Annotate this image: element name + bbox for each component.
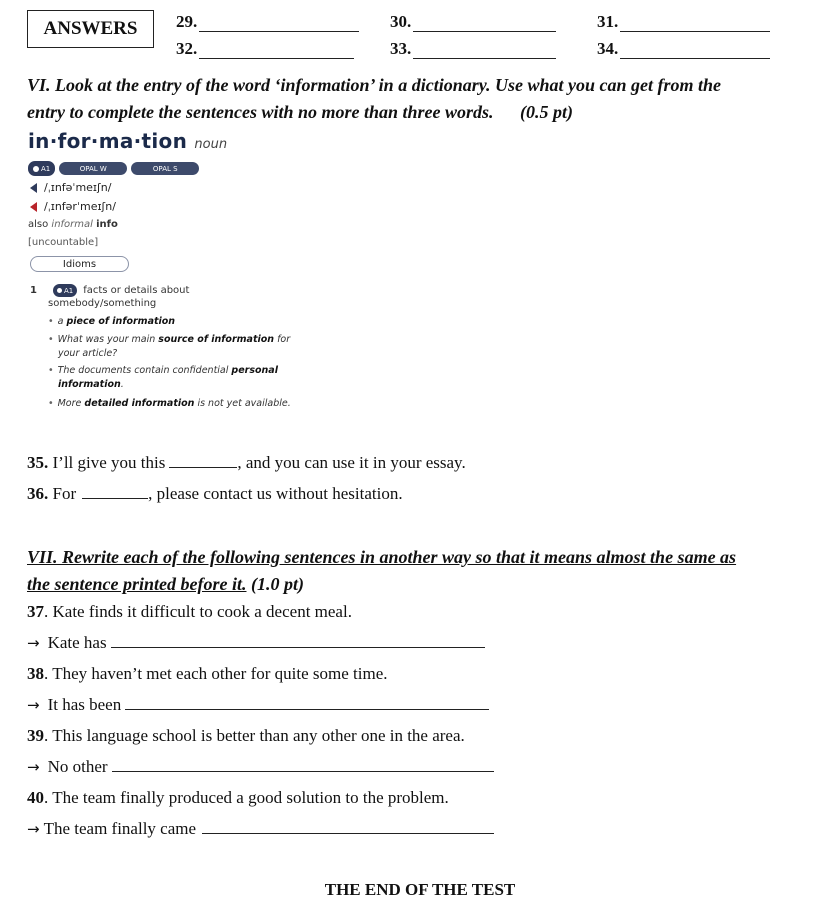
answer-blank[interactable] bbox=[620, 44, 770, 59]
sense-level-badge[interactable] bbox=[53, 284, 77, 297]
key-icon bbox=[57, 288, 62, 293]
ex-text: What was your main bbox=[57, 334, 159, 345]
answer-blank[interactable] bbox=[199, 17, 359, 32]
speaker-uk-icon[interactable] bbox=[30, 183, 37, 193]
answer-number: 32. bbox=[176, 39, 198, 58]
also-text: also bbox=[28, 219, 49, 230]
section-6-heading-text: entry to complete the sentences with no more than three words. bbox=[27, 102, 494, 122]
example-2 bbox=[48, 333, 290, 347]
sense-level-text: A1 bbox=[63, 286, 74, 295]
answer-30[interactable] bbox=[390, 12, 556, 32]
section-7-heading-line1 bbox=[27, 544, 736, 571]
question-text: , and you can use it in your essay. bbox=[237, 453, 466, 472]
rewrite-37 bbox=[27, 632, 485, 654]
sense-number: 1 bbox=[30, 285, 37, 296]
definition-line1: facts or details about bbox=[83, 285, 190, 296]
rewrite-prompt: Kate has bbox=[47, 633, 107, 652]
answer-blank-35[interactable] bbox=[169, 453, 237, 468]
sense-1 bbox=[30, 284, 189, 297]
question-36 bbox=[27, 483, 403, 505]
answer-number: 33. bbox=[390, 39, 412, 58]
question-number: 38 bbox=[27, 664, 44, 683]
part-of-speech: noun bbox=[194, 137, 228, 152]
also-word: info bbox=[96, 219, 118, 230]
pronunciation-uk bbox=[30, 181, 111, 194]
question-number: 37 bbox=[27, 602, 44, 621]
example-3 bbox=[48, 364, 278, 378]
answer-blank[interactable] bbox=[413, 44, 556, 59]
ex-bold: source of information bbox=[158, 334, 275, 345]
opal-w-tag[interactable]: OPAL W bbox=[59, 162, 127, 175]
answer-blank[interactable] bbox=[199, 44, 354, 59]
arrow-right-icon: → bbox=[27, 820, 40, 838]
arrow-right-icon: → bbox=[27, 696, 40, 714]
ex-text: More bbox=[57, 398, 85, 409]
answer-29[interactable] bbox=[176, 12, 359, 32]
pron-uk-text: /ˌɪnfəˈmeɪʃn/ bbox=[44, 181, 112, 194]
question-text: I’ll give you this bbox=[52, 453, 166, 472]
answer-number: 30. bbox=[390, 12, 412, 31]
ex-bold: detailed information bbox=[84, 398, 195, 409]
ex-bold: personal bbox=[231, 365, 278, 376]
question-35 bbox=[27, 452, 466, 474]
bullet: • bbox=[48, 334, 54, 345]
example-4 bbox=[48, 397, 291, 411]
answer-line-38[interactable] bbox=[125, 695, 489, 710]
answer-line-40[interactable] bbox=[202, 819, 494, 834]
bullet: • bbox=[48, 316, 54, 327]
answer-blank[interactable] bbox=[620, 17, 770, 32]
answer-number: 31. bbox=[597, 12, 619, 31]
rewrite-prompt: It has been bbox=[47, 695, 122, 714]
question-text: , please contact us without hesitation. bbox=[148, 484, 403, 503]
answer-line-39[interactable] bbox=[112, 757, 494, 772]
question-number: 40 bbox=[27, 788, 44, 807]
ex-text: The documents contain confidential bbox=[57, 365, 232, 376]
answer-31[interactable] bbox=[597, 12, 770, 32]
answer-number: 29. bbox=[176, 12, 198, 31]
rewrite-40 bbox=[27, 818, 494, 840]
rewrite-39 bbox=[27, 756, 494, 778]
arrow-right-icon: → bbox=[27, 634, 40, 652]
headword-text: in·for·ma·tion bbox=[28, 129, 188, 153]
end-of-test: THE END OF THE TEST bbox=[324, 880, 516, 899]
question-39 bbox=[27, 725, 465, 747]
opal-s-tag[interactable]: OPAL S bbox=[131, 162, 199, 175]
answer-number: 34. bbox=[597, 39, 619, 58]
question-text: . The team finally produced a good solution to the problem. bbox=[44, 788, 449, 807]
arrow-right-icon: → bbox=[27, 758, 40, 776]
key-icon bbox=[33, 166, 39, 172]
answer-blank[interactable] bbox=[413, 17, 556, 32]
question-text: . They haven’t met each other for quite some time. bbox=[44, 664, 388, 683]
informal-label: informal bbox=[51, 219, 93, 230]
answer-blank-36[interactable] bbox=[82, 484, 148, 499]
section-7-heading-text: the sentence printed before it. bbox=[27, 574, 247, 594]
section-7-heading-line2 bbox=[27, 571, 304, 598]
bullet: • bbox=[48, 365, 54, 376]
ex-text: . bbox=[120, 379, 124, 390]
section-6-heading-line1: VI. Look at the entry of the word ‘information’ in a dictionary. Use what you can get from the bbox=[27, 75, 722, 95]
pron-us-text: /ˌɪnfərˈmeɪʃn/ bbox=[44, 200, 116, 213]
also-informal bbox=[28, 219, 118, 230]
ex-text: a bbox=[57, 316, 67, 327]
answer-33[interactable] bbox=[390, 39, 556, 59]
section-6-heading-line2 bbox=[27, 99, 573, 126]
level-badge[interactable] bbox=[28, 161, 55, 176]
ex-bold: information bbox=[58, 379, 121, 390]
question-text: For bbox=[52, 484, 77, 503]
rewrite-prompt: The team finally came bbox=[43, 819, 197, 838]
ex-text: for bbox=[274, 334, 291, 345]
question-number: 39 bbox=[27, 726, 44, 745]
rewrite-38 bbox=[27, 694, 489, 716]
ex-bold: piece of information bbox=[66, 316, 176, 327]
level-tags bbox=[28, 161, 199, 176]
grammar-label: [uncountable] bbox=[28, 237, 99, 248]
question-number: 35. bbox=[27, 453, 49, 472]
example-2-cont: your article? bbox=[58, 348, 118, 359]
question-text: . Kate finds it difficult to cook a decent meal. bbox=[44, 602, 352, 621]
answer-34[interactable] bbox=[597, 39, 770, 59]
answer-32[interactable] bbox=[176, 39, 354, 59]
level-text: A1 bbox=[41, 164, 51, 173]
dictionary-headword bbox=[28, 129, 227, 153]
question-number: 36. bbox=[27, 484, 49, 503]
idioms-button[interactable]: Idioms bbox=[30, 256, 129, 272]
answers-label: ANSWERS bbox=[43, 18, 138, 39]
question-text: . This language school is better than any other one in the area. bbox=[44, 726, 465, 745]
answers-label-box bbox=[27, 10, 154, 48]
rewrite-prompt: No other bbox=[47, 757, 108, 776]
section-7-heading-text: VII. Rewrite each of the following sentences in another way so that it means almost the same as bbox=[27, 547, 737, 567]
example-3-cont bbox=[58, 378, 124, 392]
example-1 bbox=[48, 315, 175, 329]
section-7-points: (1.0 pt) bbox=[250, 574, 304, 594]
pronunciation-us bbox=[30, 200, 116, 213]
answer-line-37[interactable] bbox=[111, 633, 485, 648]
section-6-points: (0.5 pt) bbox=[520, 102, 574, 122]
bullet: • bbox=[48, 398, 54, 409]
question-37 bbox=[27, 601, 352, 623]
question-40 bbox=[27, 787, 449, 809]
question-38 bbox=[27, 663, 388, 685]
definition-line2: somebody/something bbox=[48, 298, 157, 309]
speaker-us-icon[interactable] bbox=[30, 202, 37, 212]
ex-text: is not yet available. bbox=[194, 398, 291, 409]
